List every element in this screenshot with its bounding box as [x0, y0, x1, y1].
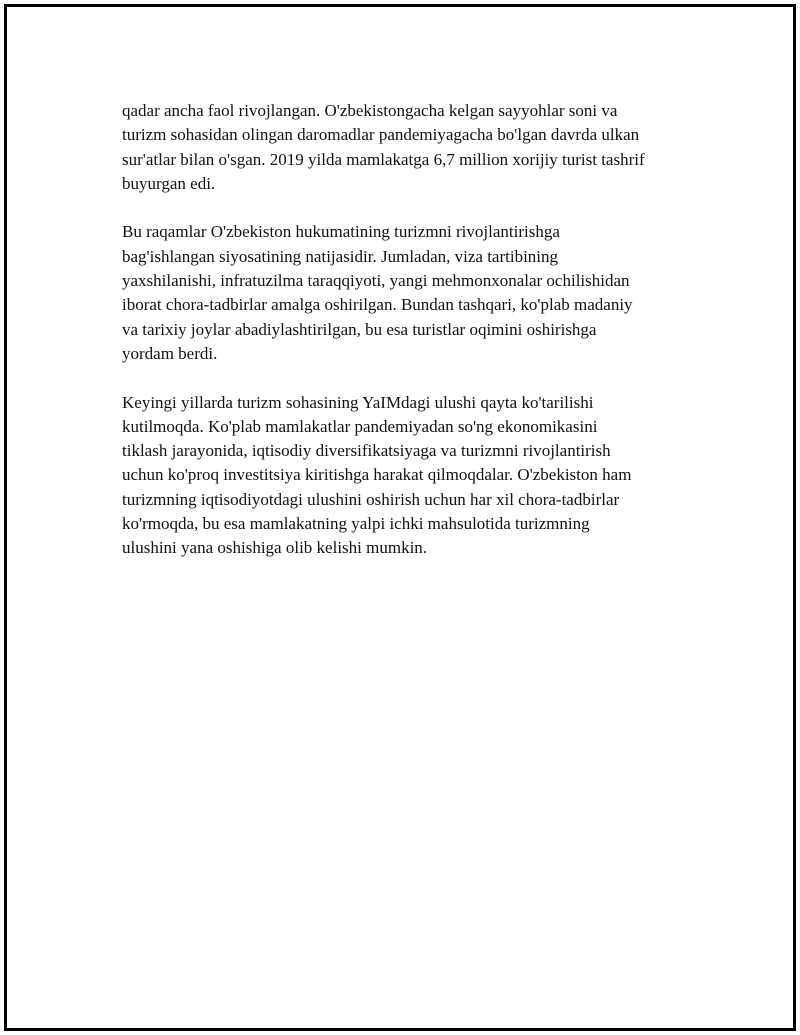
document-body: [122, 99, 712, 561]
paragraph-3: Keyingi yillarda turizm sohasining YaIMdagi ulushi qayta ko'tarilishi kutilmoqda. Ko'plab mamlakatlar pandemiyadan so'ng ekonomikasini tiklash jarayonida, iqtisodiy diversifikatsiyaga va turizmni rivojlantirish uchun ko'proq investitsiya kiritishga harakat qilmoqdalar. O'zbekiston ham turizmning iqtisodiyotdagi ulushini oshirish uchun har xil chora-tadbirlar ko'rmoqda, bu esa mamlakatning yalpi ichki mahsulotida turizmning ulushini yana oshishiga olib kelishi mumkin.: [122, 392, 632, 558]
page-border: [4, 4, 796, 1031]
paragraph-2: Bu raqamlar O'zbekiston hukumatining turizmni rivojlantirishga bag'ishlangan siyosatining natijasidir. Jumladan, viza tartibining yaxshilanishi, infratuzilma taraqqiyoti, yangi mehmonxonalar ochilishidan iborat chora-tadbirlar amalga oshirilgan. Bundan tashqari, ko'plab madaniy va tarixiy joylar abadiylashtirilgan, bu esa turistlar oqimini oshirishga yordam berdi.: [122, 222, 633, 363]
paragraph-1: qadar ancha faol rivojlangan. O'zbekistongacha kelgan sayyohlar soni va turizm sohasidan olingan daromadlar pandemiyagacha bo'lgan davrda ulkan sur'atlar bilan o'sgan. 2019 yilda mamlakatga 6,7 million xorijiy turist tashrif buyurgan edi.: [122, 101, 645, 193]
